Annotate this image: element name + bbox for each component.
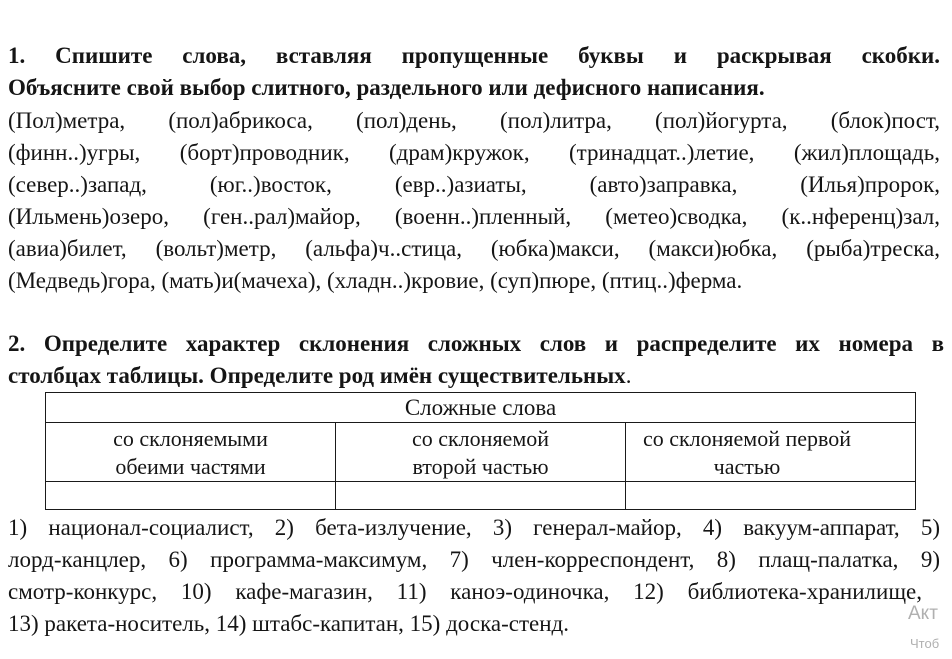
column-header-line: со склоняемой первой	[642, 426, 852, 451]
activation-watermark: Акт	[908, 603, 938, 624]
task2-words-line: 13) ракета-носитель, 14) штабс-капитан, 15) доска-стенд.	[8, 611, 569, 636]
column-header-second-part	[337, 425, 624, 481]
compound-words-table	[45, 392, 916, 510]
column-divider	[625, 422, 626, 509]
activation-watermark-subtext: Чтоб	[910, 636, 940, 651]
task1-words-line: (Медведь)гора, (мать)и(мачеха), (хладн..)кровие, (суп)пюре, (птиц..)ферма.	[8, 268, 743, 293]
answer-cell-both-parts[interactable]	[46, 483, 335, 509]
task1-words-line: (Ильмень)озеро, (ген..рал)майор, (военн..)пленный, (метео)сводка, (к..нференц)зал,	[8, 204, 940, 229]
column-header-line: второй частью	[412, 454, 549, 479]
column-header-line: со склоняемой	[411, 426, 550, 451]
task1-words-line: (Пол)метра, (пол)абрикоса, (пол)день, (пол)литра, (пол)йогурта, (блок)пост,	[8, 108, 940, 133]
column-divider	[335, 422, 336, 509]
task2-words-line: 1) национал-социалист, 2) бета-излучение, 3) генерал-майор, 4) вакуум-аппарат, 5)	[8, 515, 940, 540]
row-divider	[46, 481, 915, 482]
task1-heading: 1. Спишите слова, вставляя пропущенные буквы и раскрывая скобки.	[8, 43, 940, 68]
column-header-line: частью	[713, 454, 781, 479]
task2-words-line: лорд-канцлер, 6) программа-максимум, 7) член-корреспондент, 8) плащ-палатка, 9)	[8, 547, 940, 572]
column-header-line: обеими частями	[115, 454, 266, 479]
task1-words-line: (финн..)угры, (борт)проводник, (драм)кружок, (тринадцат..)летие, (жил)площадь,	[8, 140, 940, 165]
task2-words-line: смотр-конкурс, 10) кафе-магазин, 11) каноэ-одиночка, 12) библиотека-хранилище,	[8, 579, 922, 604]
column-header-line: со склоняемыми	[113, 426, 268, 451]
task1-words-line: (север..)запад, (юг..)восток, (евр..)азиаты, (авто)заправка, (Илья)пророк,	[8, 172, 940, 197]
task2-heading-continued	[8, 361, 940, 391]
task1-words-line: (авиа)билет, (вольт)метр, (альфа)ч..стица, (юбка)макси, (макси)юбка, (рыба)треска,	[8, 236, 940, 261]
column-header-both-parts	[46, 425, 335, 481]
table-title: Сложные слова	[46, 393, 915, 423]
column-header-first-part	[627, 425, 867, 481]
task1-heading-continued: Объясните свой выбор слитного, раздельного или дефисного написания.	[8, 75, 765, 100]
answer-cell-second-part[interactable]	[337, 483, 624, 509]
task2-heading-text: столбцах таблицы. Определите род имён существительных	[8, 363, 626, 388]
task2-heading-period: .	[625, 363, 632, 388]
task2-heading: 2. Определите характер склонения сложных слов и распределите их номера в	[8, 331, 944, 356]
answer-cell-first-part[interactable]	[627, 483, 915, 509]
